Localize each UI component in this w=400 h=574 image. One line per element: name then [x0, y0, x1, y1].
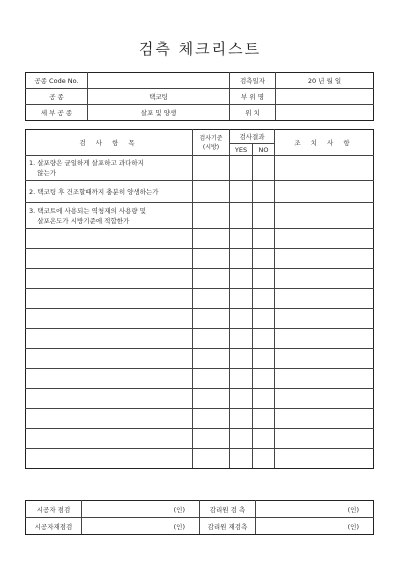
checklist-standard-cell[interactable] — [193, 229, 230, 249]
checklist-item-text — [26, 429, 193, 449]
checklist-action-cell[interactable] — [275, 181, 374, 203]
checklist-action-cell[interactable] — [275, 429, 374, 449]
checklist-standard-cell[interactable] — [193, 203, 230, 229]
checklist-action-cell[interactable] — [275, 156, 374, 181]
checklist-no-cell[interactable] — [253, 203, 275, 229]
checklist-yes-cell[interactable] — [230, 203, 253, 229]
checklist-standard-cell[interactable] — [193, 449, 230, 469]
header-yes: YES — [230, 144, 253, 156]
checklist-item-text — [26, 249, 193, 269]
supervisor-recheck-seal[interactable]: (인) — [256, 518, 374, 535]
checklist-standard-cell[interactable] — [193, 429, 230, 449]
checklist-no-cell[interactable] — [253, 349, 275, 369]
checklist-no-cell[interactable] — [253, 429, 275, 449]
header-item: 검 사 항 목 — [26, 130, 193, 156]
code-label: 공종 Code No. — [26, 73, 88, 89]
checklist-row — [26, 369, 374, 389]
checklist-action-cell[interactable] — [275, 409, 374, 429]
checklist-action-cell[interactable] — [275, 249, 374, 269]
checklist-row — [26, 309, 374, 329]
checklist-no-cell[interactable] — [253, 289, 275, 309]
page-title: 검측 체크리스트 — [138, 40, 262, 58]
checklist-yes-cell[interactable] — [230, 449, 253, 469]
location-label: 위 치 — [230, 105, 276, 121]
header-standard-label: 검사기준 — [199, 134, 223, 142]
checklist-row — [26, 329, 374, 349]
location-value[interactable] — [276, 105, 374, 121]
work-value[interactable]: 택코팅 — [88, 89, 230, 105]
checklist-no-cell[interactable] — [253, 449, 275, 469]
checklist-yes-cell[interactable] — [230, 429, 253, 449]
checklist-row — [26, 449, 374, 469]
checklist-row — [26, 389, 374, 409]
checklist-no-cell[interactable] — [253, 409, 275, 429]
contractor-label: 시공자 점검 — [26, 501, 82, 518]
checklist-action-cell[interactable] — [275, 329, 374, 349]
info-table — [25, 72, 374, 121]
checklist-standard-cell[interactable] — [193, 289, 230, 309]
checklist-no-cell[interactable] — [253, 309, 275, 329]
checklist-no-cell[interactable] — [253, 181, 275, 203]
detail-label: 세 부 공 종 — [26, 105, 88, 121]
checklist-standard-cell[interactable] — [193, 181, 230, 203]
checklist-action-cell[interactable] — [275, 349, 374, 369]
checklist-no-cell[interactable] — [253, 329, 275, 349]
checklist-standard-cell[interactable] — [193, 409, 230, 429]
checklist-item-text — [26, 409, 193, 429]
contractor-recheck-label: 시공자재점검 — [26, 518, 82, 535]
checklist-item-text: 2. 택코팅 후 건조할때까지 충분히 양생하는가 — [26, 181, 193, 203]
checklist-item-text — [26, 309, 193, 329]
checklist-yes-cell[interactable] — [230, 349, 253, 369]
checklist-yes-cell[interactable] — [230, 269, 253, 289]
checklist-action-cell[interactable] — [275, 269, 374, 289]
checklist-action-cell[interactable] — [275, 289, 374, 309]
checklist-yes-cell[interactable] — [230, 181, 253, 203]
checklist-row — [26, 409, 374, 429]
checklist-row — [26, 156, 374, 181]
checklist-action-cell[interactable] — [275, 369, 374, 389]
checklist-yes-cell[interactable] — [230, 309, 253, 329]
header-standard — [193, 130, 230, 156]
checklist-item-text — [26, 289, 193, 309]
checklist-item-text — [26, 449, 193, 469]
checklist-yes-cell[interactable] — [230, 289, 253, 309]
header-result: 검사결과 — [230, 130, 275, 144]
supervisor-recheck-label: 감리원 재검측 — [200, 518, 256, 535]
checklist-action-cell[interactable] — [275, 229, 374, 249]
checklist-yes-cell[interactable] — [230, 249, 253, 269]
checklist-row — [26, 181, 374, 203]
checklist-no-cell[interactable] — [253, 156, 275, 181]
checklist-yes-cell[interactable] — [230, 156, 253, 181]
contractor-seal[interactable]: (인) — [82, 501, 200, 518]
checklist-item-text — [26, 389, 193, 409]
checklist-item-text — [26, 369, 193, 389]
checklist-yes-cell[interactable] — [230, 409, 253, 429]
checklist-action-cell[interactable] — [275, 449, 374, 469]
checklist-standard-cell[interactable] — [193, 349, 230, 369]
checklist-item-text — [26, 269, 193, 289]
checklist-row — [26, 269, 374, 289]
checklist-no-cell[interactable] — [253, 229, 275, 249]
supervisor-seal[interactable]: (인) — [256, 501, 374, 518]
signature-table — [25, 500, 374, 535]
checklist-row — [26, 203, 374, 229]
checklist-yes-cell[interactable] — [230, 389, 253, 409]
header-no: NO — [253, 144, 275, 156]
checklist-row — [26, 349, 374, 369]
checklist-item-text — [26, 229, 193, 249]
checklist-standard-cell[interactable] — [193, 249, 230, 269]
checklist-yes-cell[interactable] — [230, 229, 253, 249]
checklist-row — [26, 229, 374, 249]
checklist-action-cell[interactable] — [275, 309, 374, 329]
supervisor-label: 감리원 검 측 — [200, 501, 256, 518]
work-label: 공 종 — [26, 89, 88, 105]
date-label: 검측일자 — [230, 73, 276, 89]
checklist-no-cell[interactable] — [253, 369, 275, 389]
checklist-standard-cell[interactable] — [193, 269, 230, 289]
checklist-row — [26, 289, 374, 309]
checklist-standard-cell[interactable] — [193, 309, 230, 329]
checklist-row — [26, 429, 374, 449]
checklist-yes-cell[interactable] — [230, 369, 253, 389]
code-value[interactable] — [88, 73, 230, 89]
detail-value[interactable]: 살포 및 양생 — [88, 105, 230, 121]
checklist-action-cell[interactable] — [275, 389, 374, 409]
header-standard-sub: (시방) — [202, 143, 220, 151]
checklist-item-text: 3. 택코트에 사용되는 역청재의 사용량 및 살포온도가 시방기준에 적합한가 — [26, 203, 193, 229]
checklist-standard-cell[interactable] — [193, 156, 230, 181]
date-value[interactable]: 20 년 월 일 — [276, 73, 374, 89]
checklist-yes-cell[interactable] — [230, 329, 253, 349]
header-action: 조 치 사 항 — [275, 130, 374, 156]
checklist-item-text: 1. 살포량은 균일하게 살포하고 과다하지 않는가 — [26, 156, 193, 181]
checklist-table — [25, 129, 374, 469]
checklist-item-text — [26, 329, 193, 349]
part-value[interactable] — [276, 89, 374, 105]
checklist-no-cell[interactable] — [253, 249, 275, 269]
checklist-row — [26, 249, 374, 269]
checklist-action-cell[interactable] — [275, 203, 374, 229]
checklist-no-cell[interactable] — [253, 389, 275, 409]
part-label: 부 위 명 — [230, 89, 276, 105]
checklist-standard-cell[interactable] — [193, 389, 230, 409]
contractor-recheck-seal[interactable]: (인) — [82, 518, 200, 535]
checklist-standard-cell[interactable] — [193, 369, 230, 389]
checklist-item-text — [26, 349, 193, 369]
checklist-standard-cell[interactable] — [193, 329, 230, 349]
checklist-no-cell[interactable] — [253, 269, 275, 289]
